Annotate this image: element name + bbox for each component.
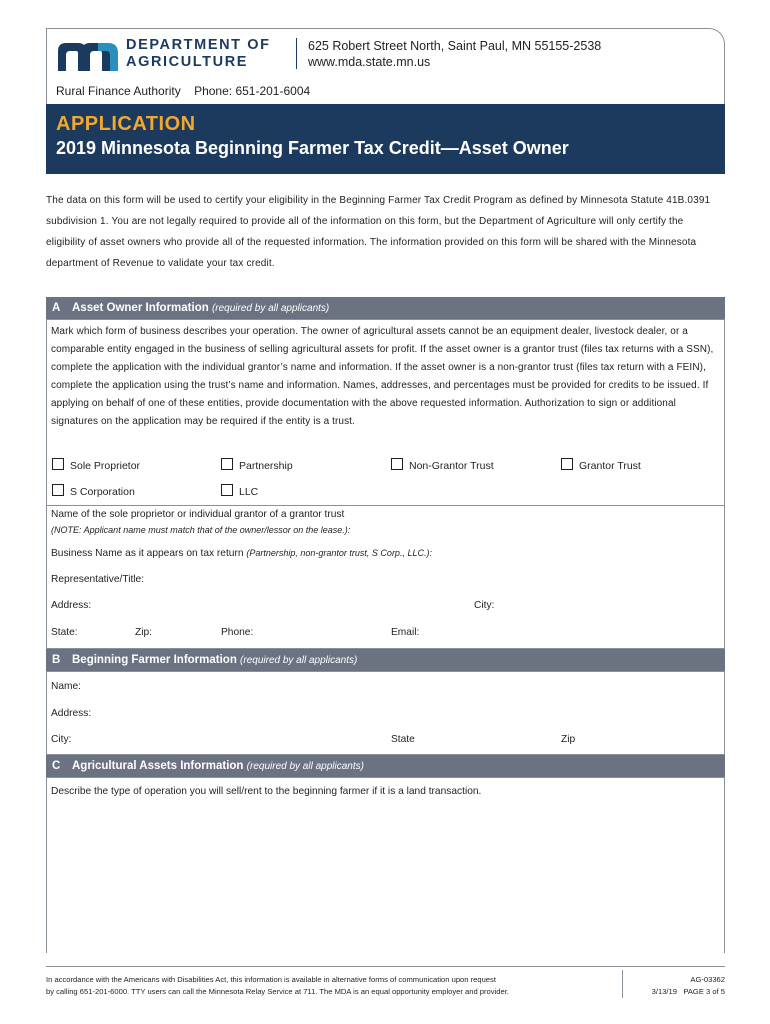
footer-disclaimer [46, 974, 606, 998]
section-b-note: (required by all applicants) [240, 655, 358, 666]
footer-meta [630, 974, 725, 998]
logo-text [126, 37, 271, 71]
checkbox-non-grantor-trust[interactable] [391, 458, 494, 473]
footer-line-2: by calling 651-201-6000. TTY users can call the Minnesota Relay Service at 711. The MDA is an equal opportunity employer and provider. [46, 987, 509, 996]
farmer-address-label: Address: [51, 708, 92, 719]
zip-label: Zip: [135, 627, 152, 638]
checkbox-partnership[interactable] [221, 458, 293, 473]
sole-name-note: (NOTE: Applicant name must match that of the owner/lessor on the lease.): [51, 525, 351, 535]
checkbox-square-icon[interactable] [561, 458, 573, 470]
business-name-field[interactable] [51, 544, 432, 563]
section-b-letter: B [52, 654, 61, 666]
checkbox-s-corporation[interactable] [52, 484, 135, 499]
form-id: AG-03362 [690, 975, 725, 984]
section-c-header [46, 755, 725, 777]
farmer-zip-label: Zip [561, 734, 576, 745]
section-b-box [46, 671, 725, 755]
address-label: Address: [51, 600, 92, 611]
farmer-city-label: City: [51, 734, 72, 745]
business-name-note: (Partnership, non-grantor trust, S Corp., LLC.): [246, 548, 432, 558]
checkbox-label: S Corporation [70, 486, 135, 498]
section-a-letter: A [52, 302, 61, 314]
footer-date-page [630, 986, 725, 998]
farmer-name-label: Name: [51, 681, 82, 692]
section-c-letter: C [52, 760, 61, 772]
checkbox-square-icon[interactable] [221, 484, 233, 496]
checkbox-label: LLC [239, 486, 259, 498]
section-b-header [46, 649, 725, 671]
checkbox-square-icon[interactable] [221, 458, 233, 470]
authority-name: Rural Finance Authority [56, 84, 181, 98]
operation-description-label: Describe the type of operation you will sell/rent to the beginning farmer if it is a land transaction. [51, 786, 482, 797]
sole-name-label: Name of the sole proprietor or individual grantor of a grantor trust [51, 509, 345, 520]
section-a-header [46, 297, 725, 319]
footer-line-1: In accordance with the Americans with Disabilities Act, this information is available in alternative forms of communication upon request [46, 975, 496, 984]
state-label: State: [51, 627, 78, 638]
section-c-note: (required by all applicants) [246, 761, 364, 772]
section-a-note: (required by all applicants) [211, 303, 330, 314]
intro-paragraph: The data on this form will be used to certify your eligibility in the Beginning Farmer Tax Credit Program as defined by Minnesota Statute 41B.0391 subdivision 1. You are not legally required to provide all of the information on this form, but the Department of Agriculture will only certify the eligibility of asset owners who provide all of the requested information. The information provided on this form will be shared with the Minnesota department of Revenue to validate your tax credit. [46, 195, 711, 269]
section-a-instructions: Mark which form of business describes your operation. The owner of agricultural assets cannot be an equipment dealer, livestock dealer, or a comparable entity engaged in the business of selling agricultural assets for profit. If the asset owner is a grantor trust (files tax returns with a SSN), complete the application with the individual grantor’s name and information. If the asset owner is a non-grantor trust (files tax return with a FEIN), complete the application using the trust’s name and information. Names, addresses, and percentages must be provided for credits to be issued. If applying on behalf of one of these entities, provide documentation with the above requested information. Authorization to sign or additional signatures on the application may be required if the entity is a trust. [51, 326, 714, 427]
checkbox-label: Non-Grantor Trust [409, 460, 494, 472]
logo-line-1: DEPARTMENT OF [126, 37, 271, 53]
section-a-title: Asset Owner Information [72, 302, 209, 314]
website-link[interactable]: www.mda.state.mn.us [308, 55, 431, 69]
farmer-state-label: State [391, 734, 415, 745]
checkbox-label: Sole Proprietor [70, 460, 141, 472]
checkbox-sole-proprietor[interactable] [52, 458, 140, 473]
header-address [308, 38, 601, 70]
checkbox-label: Grantor Trust [579, 460, 641, 472]
address-line-1: 625 Robert Street North, Saint Paul, MN 55155-2538 [308, 39, 602, 53]
page-title: 2019 Minnesota Beginning Farmer Tax Credit—Asset Owner [56, 138, 569, 158]
banner-label: APPLICATION [56, 113, 196, 135]
page-number: PAGE 3 of 5 [683, 987, 725, 996]
authority-line [56, 84, 320, 98]
checkbox-square-icon[interactable] [52, 484, 64, 496]
checkbox-square-icon[interactable] [52, 458, 64, 470]
checkbox-label: Partnership [239, 460, 293, 472]
authority-phone: Phone: 651-201-6004 [194, 84, 311, 98]
checkbox-grantor-trust[interactable] [561, 458, 641, 473]
business-name-label: Business Name as it appears on tax return [51, 548, 244, 559]
phone-label: Phone: [221, 627, 254, 638]
checkbox-square-icon[interactable] [391, 458, 403, 470]
city-label: City: [474, 600, 495, 611]
logo-line-2: AGRICULTURE [126, 54, 249, 70]
section-c-box[interactable] [46, 777, 725, 953]
checkbox-llc[interactable] [221, 484, 258, 499]
section-b-title: Beginning Farmer Information [72, 654, 237, 666]
title-banner [46, 104, 725, 174]
footer-rule [46, 966, 725, 967]
section-c-title: Agricultural Assets Information [72, 760, 244, 772]
email-label: Email: [391, 627, 420, 638]
header-divider [296, 38, 297, 69]
form-date: 3/13/19 [651, 987, 677, 996]
footer-separator [622, 970, 623, 998]
representative-label: Representative/Title: [51, 574, 145, 585]
